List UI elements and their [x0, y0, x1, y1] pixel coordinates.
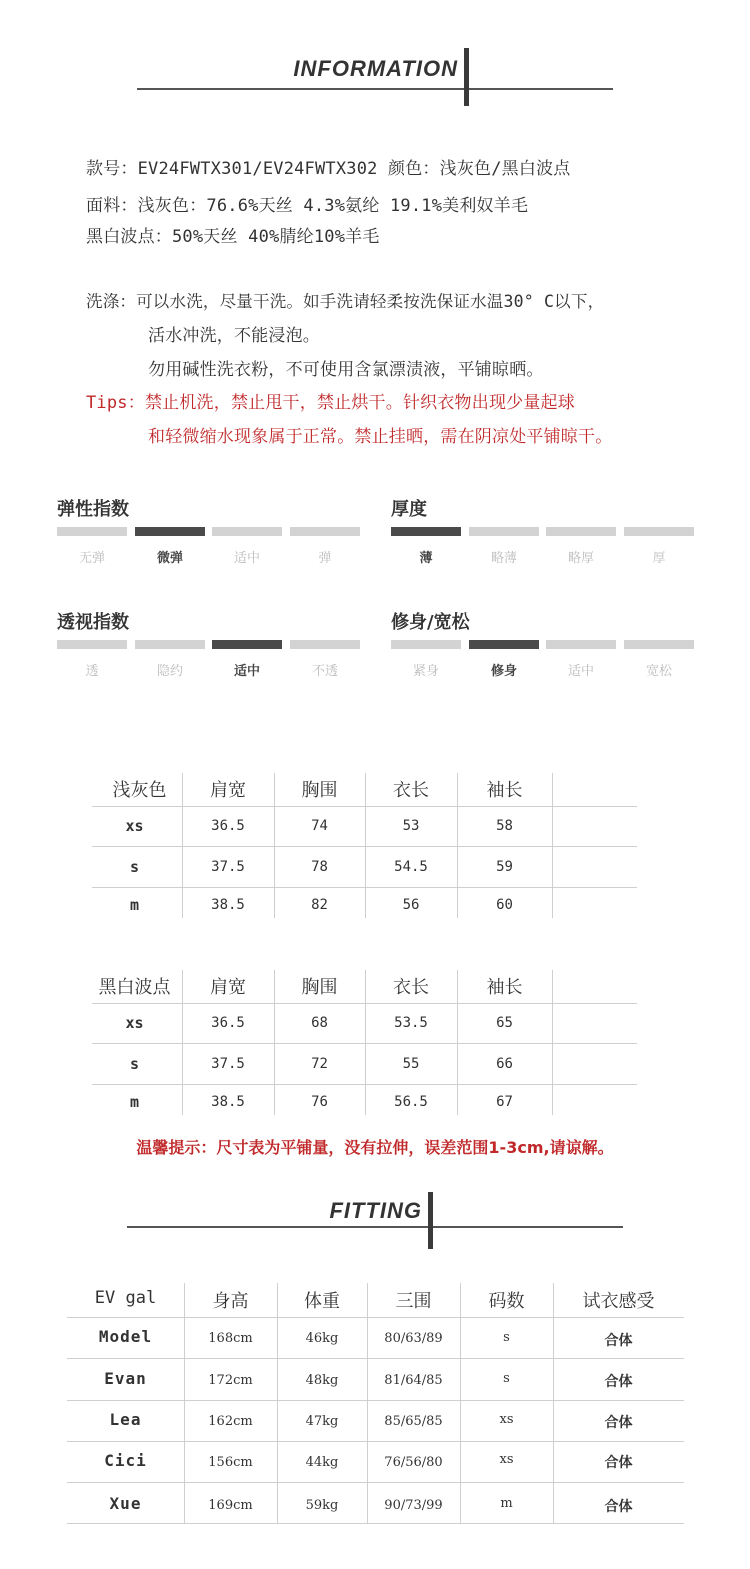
- shoulder-cell: 36.5: [211, 818, 245, 834]
- shoulder-cell: 36.5: [211, 1015, 245, 1031]
- thickness-label-2: 略薄: [490, 551, 517, 566]
- information-header-rule: [137, 88, 613, 90]
- weight-cell: 44kg: [305, 1455, 339, 1470]
- chest-cell: 74: [311, 818, 328, 834]
- thickness-label-1: 薄: [419, 551, 433, 566]
- weight-cell: 48kg: [305, 1373, 339, 1388]
- fit-label-3: 适中: [567, 664, 594, 679]
- sleeve-cell: 66: [496, 1056, 513, 1072]
- chest-cell: 78: [311, 859, 328, 875]
- sleeve-cell: 60: [496, 897, 513, 913]
- chest-cell: 72: [311, 1056, 328, 1072]
- table-row: [92, 1004, 637, 1044]
- header-chest: 胸围: [301, 780, 338, 801]
- size-cell: xs: [125, 1014, 144, 1032]
- chest-cell: 82: [311, 897, 328, 913]
- table-header-row: [92, 970, 637, 1004]
- transparency-label-3: 适中: [233, 664, 260, 679]
- weight-cell: 46kg: [305, 1331, 339, 1346]
- elasticity-title: 弹性指数: [57, 499, 129, 520]
- elasticity-bar-3: [212, 527, 282, 536]
- size-cell: xs: [125, 817, 144, 835]
- elasticity-label-4: 弹: [318, 551, 332, 566]
- shoulder-cell: 38.5: [211, 897, 245, 913]
- table-row: [92, 888, 637, 918]
- header-length: 衣长: [393, 977, 429, 998]
- height-cell: 168cm: [208, 1331, 253, 1346]
- table-row: [67, 1359, 684, 1401]
- height-cell: 169cm: [208, 1498, 253, 1513]
- fit-index: [391, 640, 703, 692]
- fit-title: 修身/宽松: [391, 612, 470, 633]
- size-cell: xs: [499, 1412, 514, 1427]
- shoulder-cell: 37.5: [211, 1056, 245, 1072]
- table-row: [67, 1401, 684, 1442]
- size-cell: s: [503, 1371, 510, 1386]
- transparency-index: [57, 640, 369, 692]
- table-row: [92, 847, 637, 888]
- size-notice: 温馨提示：尺寸表为平铺量，没有拉伸，误差范围1-3cm,请谅解。: [136, 1138, 614, 1157]
- length-cell: 56: [402, 897, 420, 913]
- sleeve-cell: 65: [496, 1015, 513, 1031]
- wash-line-2: 活水冲洗，不能浸泡。: [148, 326, 320, 346]
- fit-feeling-cell: 合体: [604, 1499, 633, 1515]
- transparency-bar-3: [212, 640, 282, 649]
- model-name: Xue: [109, 1494, 142, 1513]
- measurements-cell: 76/56/80: [384, 1455, 443, 1470]
- measurements-cell: 81/64/85: [384, 1373, 443, 1388]
- table-row: [67, 1442, 684, 1483]
- elasticity-index: [57, 527, 369, 579]
- fitting-header-rule: [127, 1226, 623, 1228]
- elasticity-label-1: 无弹: [78, 551, 105, 566]
- transparency-label-2: 隐约: [156, 664, 183, 679]
- size-cell: xs: [499, 1452, 514, 1467]
- header-fit-feeling: 试衣感受: [582, 1291, 655, 1312]
- shoulder-cell: 38.5: [211, 1094, 245, 1110]
- elasticity-label-3: 适中: [233, 551, 260, 566]
- chest-cell: 68: [311, 1015, 328, 1031]
- shoulder-cell: 37.5: [211, 859, 245, 875]
- information-header: [0, 48, 750, 108]
- thickness-label-3: 略厚: [567, 551, 594, 566]
- size-cell: s: [503, 1330, 510, 1345]
- size-cell: s: [129, 1055, 140, 1073]
- header-color: 黑白波点: [98, 977, 171, 998]
- model-name: Cici: [104, 1451, 147, 1470]
- transparency-bar-1: [57, 640, 127, 649]
- tips-line-2: 和轻微缩水现象属于正常。禁止挂晒，需在阴凉处平铺晾干。: [148, 427, 613, 447]
- header-sleeve: 袖长: [486, 780, 523, 801]
- thickness-index: [391, 527, 703, 579]
- height-cell: 156cm: [208, 1455, 253, 1470]
- model-name: Model: [98, 1327, 153, 1346]
- information-header-bar: [464, 48, 469, 106]
- thickness-bar-3: [546, 527, 616, 536]
- header-ev-gal: EV gal: [94, 1288, 157, 1308]
- header-shoulder: 肩宽: [210, 780, 246, 801]
- fit-label-4: 宽松: [645, 664, 672, 679]
- fabric-line-2: 黑白波点：50%天丝 40%腈纶10%羊毛: [86, 227, 380, 247]
- weight-cell: 47kg: [305, 1414, 339, 1429]
- fit-label-2: 修身: [490, 664, 517, 679]
- model-name: Evan: [104, 1369, 147, 1388]
- header-chest: 胸围: [301, 977, 338, 998]
- transparency-label-1: 透: [85, 664, 99, 679]
- chest-cell: 76: [311, 1094, 328, 1110]
- height-cell: 172cm: [208, 1373, 253, 1388]
- header-weight: 体重: [304, 1291, 340, 1312]
- fit-feeling-cell: 合体: [604, 1333, 633, 1349]
- header-height: 身高: [212, 1291, 249, 1312]
- wash-line-1: 洗涤：可以水洗，尽量干洗。如手洗请轻柔按洗保证水温30° C以下，: [86, 292, 605, 311]
- length-cell: 53: [402, 818, 420, 834]
- sleeve-cell: 58: [496, 818, 513, 834]
- information-title: INFORMATION: [293, 56, 458, 81]
- fit-label-1: 紧身: [412, 664, 439, 679]
- table-header-row: [92, 773, 637, 807]
- elasticity-label-2: 微弹: [156, 551, 183, 566]
- model-name: Lea: [109, 1410, 142, 1429]
- thickness-title: 厚度: [391, 499, 427, 520]
- fitting-header-row: [67, 1283, 684, 1318]
- table-row: [92, 1085, 637, 1115]
- header-length: 衣长: [393, 780, 429, 801]
- thickness-bar-4: [624, 527, 694, 536]
- table-row: [67, 1318, 684, 1359]
- fitting-title: FITTING: [329, 1198, 422, 1223]
- transparency-label-4: 不透: [311, 664, 338, 679]
- size-table-polka-dot: [92, 970, 637, 1115]
- length-cell: 54.5: [394, 859, 428, 875]
- fitting-table: [67, 1283, 684, 1524]
- fitting-header-bar: [428, 1192, 433, 1249]
- table-row: [92, 807, 637, 847]
- fit-feeling-cell: 合体: [604, 1415, 633, 1431]
- elasticity-bar-1: [57, 527, 127, 536]
- thickness-label-4: 厚: [652, 551, 666, 566]
- height-cell: 162cm: [208, 1414, 253, 1429]
- fitting-header: [0, 1192, 750, 1252]
- table-row: [67, 1483, 684, 1524]
- header-shoulder: 肩宽: [210, 977, 246, 998]
- header-sleeve: 袖长: [486, 977, 523, 998]
- size-table-light-grey: [92, 773, 637, 918]
- style-color-line: 款号：EV24FWTX301/EV24FWTX302 颜色：浅灰色/黑白波点: [86, 159, 571, 179]
- sleeve-cell: 59: [496, 859, 513, 875]
- fit-bar-3: [546, 640, 616, 649]
- transparency-bar-4: [290, 640, 360, 649]
- table-row: [92, 1044, 637, 1085]
- fabric-line-1: 面料：浅灰色：76.6%天丝 4.3%氨纶 19.1%美利奴羊毛: [86, 196, 529, 216]
- transparency-bar-2: [135, 640, 205, 649]
- length-cell: 56.5: [394, 1094, 428, 1110]
- size-cell: m: [129, 1093, 140, 1111]
- thickness-bar-1: [391, 527, 461, 536]
- size-cell: m: [500, 1496, 513, 1511]
- header-measurements: 三围: [395, 1291, 432, 1312]
- size-cell: s: [129, 858, 140, 876]
- fit-bar-1: [391, 640, 461, 649]
- fit-feeling-cell: 合体: [604, 1374, 633, 1390]
- fit-bar-4: [624, 640, 694, 649]
- measurements-cell: 80/63/89: [384, 1331, 443, 1346]
- length-cell: 53.5: [394, 1015, 428, 1031]
- size-cell: m: [129, 896, 140, 914]
- wash-line-3: 勿用碱性洗衣粉，不可使用含氯漂渍液，平铺晾晒。: [148, 360, 544, 380]
- thickness-bar-2: [469, 527, 539, 536]
- measurements-cell: 90/73/99: [384, 1498, 443, 1513]
- measurements-cell: 85/65/85: [384, 1414, 443, 1429]
- elasticity-bar-2: [135, 527, 205, 536]
- tips-line-1: Tips：禁止机洗，禁止甩干，禁止烘干。针织衣物出现少量起球: [86, 393, 575, 413]
- elasticity-bar-4: [290, 527, 360, 536]
- header-size: 码数: [488, 1291, 525, 1312]
- header-color: 浅灰色: [112, 780, 167, 801]
- length-cell: 55: [402, 1056, 420, 1072]
- weight-cell: 59kg: [305, 1498, 339, 1513]
- fit-feeling-cell: 合体: [604, 1455, 633, 1471]
- fit-bar-2: [469, 640, 539, 649]
- sleeve-cell: 67: [496, 1094, 513, 1110]
- transparency-title: 透视指数: [57, 612, 129, 633]
